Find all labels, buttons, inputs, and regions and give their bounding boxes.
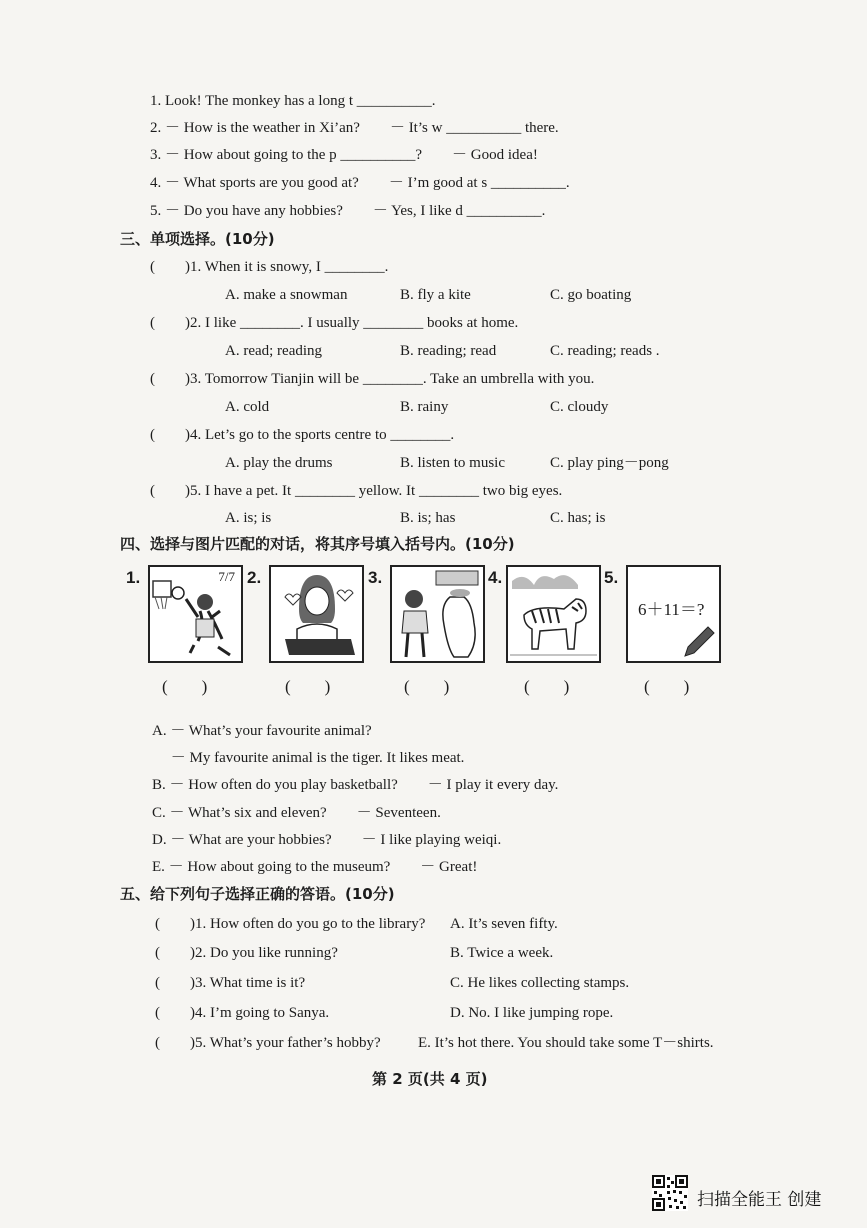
mc-option-1a: A. make a snowman bbox=[225, 287, 348, 303]
mc-question-4: ( )4. Let’s go to the sports centre to ________. bbox=[150, 427, 455, 443]
match-answer-c: C. He likes collecting stamps. bbox=[450, 975, 630, 991]
picture-number-3: 3. bbox=[368, 568, 383, 587]
mc-option-1b: B. fly a kite bbox=[400, 287, 471, 303]
mc-option-1c: C. go boating bbox=[550, 287, 632, 303]
dialogue-option-a-reply: － My favourite animal is the tiger. It likes meat. bbox=[152, 750, 465, 766]
mc-question-2: ( )2. I like ________. I usually ________ books at home. bbox=[150, 315, 519, 331]
dialogue-option-e: E. － How about going to the museum? － Great! bbox=[152, 859, 478, 875]
dialogue-option-c: C. － What’s six and eleven? － Seventeen. bbox=[152, 805, 441, 821]
answer-blank-1[interactable]: ( ) bbox=[162, 677, 208, 696]
girl-reading-icon bbox=[271, 567, 362, 661]
section3-heading: 三、单项选择。(10分) bbox=[120, 230, 275, 248]
picture-number-5: 5. bbox=[604, 568, 619, 587]
mc-option-4b: B. listen to music bbox=[400, 455, 505, 471]
match-answer-b: B. Twice a week. bbox=[450, 945, 554, 961]
mc-option-3c: C. cloudy bbox=[550, 399, 609, 415]
picture-number-1: 1. bbox=[126, 568, 141, 587]
mc-question-5: ( )5. I have a pet. It ________ yellow. It ________ two big eyes. bbox=[150, 483, 563, 499]
scanner-watermark: 扫描全能王 创建 bbox=[697, 1190, 822, 1210]
match-question-4: ( )4. I’m going to Sanya. bbox=[155, 1005, 330, 1021]
picture-number-4: 4. bbox=[488, 568, 503, 587]
girl-in-museum-picture bbox=[390, 565, 485, 663]
dialogue-option-d: D. － What are your hobbies? － I like playing weiqi. bbox=[152, 832, 502, 848]
tiger-icon bbox=[508, 567, 599, 661]
tiger-picture bbox=[506, 565, 601, 663]
match-question-2: ( )2. Do you like running? bbox=[155, 945, 338, 961]
mc-option-4c: C. play ping－pong bbox=[550, 455, 669, 471]
mc-option-3a: A. cold bbox=[225, 399, 270, 415]
museum-visitor-icon bbox=[392, 567, 483, 661]
match-answer-d: D. No. I like jumping rope. bbox=[450, 1005, 614, 1021]
qr-code-icon bbox=[652, 1175, 688, 1211]
fill-item-1: 1. Look! The monkey has a long t __________. bbox=[150, 93, 436, 109]
match-question-5: ( )5. What’s your father’s hobby? bbox=[155, 1035, 381, 1051]
match-question-3: ( )3. What time is it? bbox=[155, 975, 306, 991]
pencil-icon bbox=[628, 567, 719, 661]
picture-number-2: 2. bbox=[247, 568, 262, 587]
page-footer: 第 2 页(共 4 页) bbox=[372, 1070, 488, 1088]
mc-option-5b: B. is; has bbox=[400, 510, 456, 526]
answer-blank-2[interactable]: ( ) bbox=[285, 677, 331, 696]
section5-heading: 五、给下列句子选择正确的答语。(10分) bbox=[120, 885, 395, 903]
match-answer-e: E. It’s hot there. You should take some T－shirts. bbox=[418, 1035, 714, 1051]
answer-blank-3[interactable]: ( ) bbox=[404, 677, 450, 696]
girl-at-desk-picture bbox=[269, 565, 364, 663]
mc-question-3: ( )3. Tomorrow Tianjin will be ________. Take an umbrella with you. bbox=[150, 371, 595, 387]
section4-heading: 四、选择与图片匹配的对话，将其序号填入括号内。(10分) bbox=[120, 535, 515, 553]
mc-option-3b: B. rainy bbox=[400, 399, 449, 415]
mc-question-1: ( )1. When it is snowy, I ________. bbox=[150, 259, 389, 275]
mc-option-2c: C. reading; reads . bbox=[550, 343, 660, 359]
answer-blank-5[interactable]: ( ) bbox=[644, 677, 690, 696]
math-formula: 6＋11＝? bbox=[638, 600, 705, 619]
fill-item-2: 2. － How is the weather in Xi’an? － It’s w __________ there. bbox=[150, 120, 559, 136]
dialogue-option-b: B. － How often do you play basketball? － I play it every day. bbox=[152, 777, 559, 793]
fill-item-3: 3. － How about going to the p __________? － Good idea! bbox=[150, 147, 538, 163]
math-problem-picture bbox=[626, 565, 721, 663]
mc-option-2b: B. reading; read bbox=[400, 343, 497, 359]
picture-badge: 7/7 bbox=[218, 569, 235, 584]
answer-blank-4[interactable]: ( ) bbox=[524, 677, 570, 696]
mc-option-5a: A. is; is bbox=[225, 510, 272, 526]
basketball-player-picture bbox=[148, 565, 243, 663]
match-question-1: ( )1. How often do you go to the library? bbox=[155, 916, 426, 932]
mc-option-2a: A. read; reading bbox=[225, 343, 323, 359]
mc-option-5c: C. has; is bbox=[550, 510, 606, 526]
dialogue-option-a: A. － What’s your favourite animal? bbox=[152, 723, 372, 739]
mc-option-4a: A. play the drums bbox=[225, 455, 333, 471]
fill-item-4: 4. － What sports are you good at? － I’m good at s __________. bbox=[150, 175, 570, 191]
match-answer-a: A. It’s seven fifty. bbox=[450, 916, 558, 932]
fill-item-5: 5. － Do you have any hobbies? － Yes, I like d __________. bbox=[150, 203, 546, 219]
